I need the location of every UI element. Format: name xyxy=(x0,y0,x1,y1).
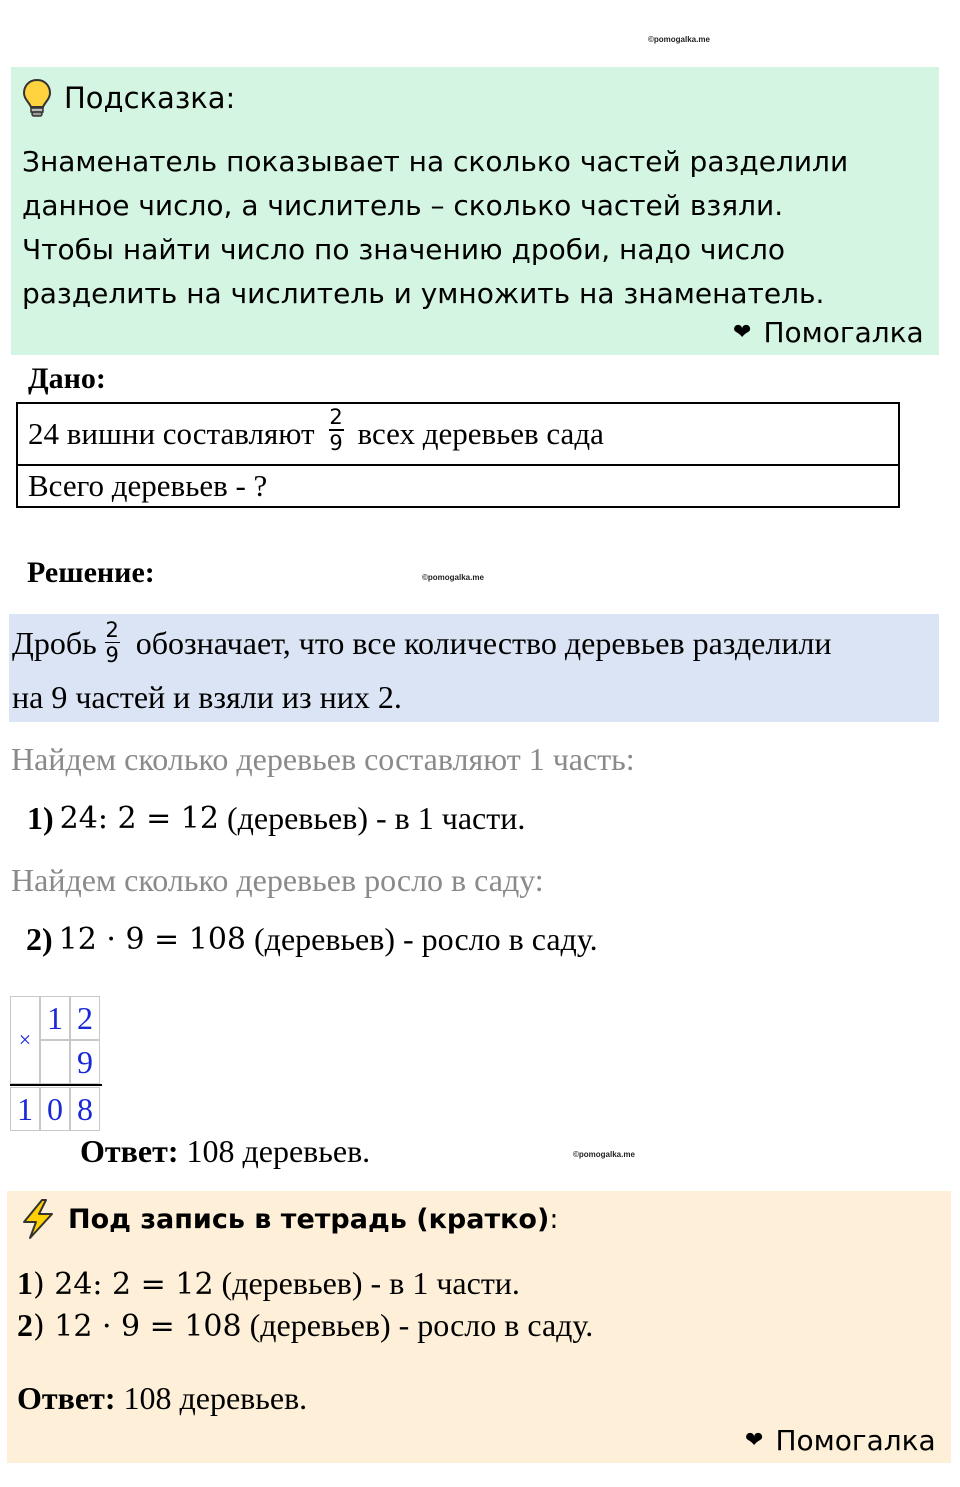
given-row1-after: всех деревьев сада xyxy=(357,416,604,451)
notebook-title xyxy=(68,1204,558,1235)
notebook-title-text: Под запись в тетрадь (кратко) xyxy=(68,1203,550,1235)
notebook-number: 1 xyxy=(17,1265,33,1301)
notebook-math: ) 12 · 9 = 108 xyxy=(33,1309,242,1344)
find-step-1: Найдем сколько деревьев составляют 1 часть: xyxy=(11,741,635,777)
fraction xyxy=(329,406,344,454)
given-row2: Всего деревьев - ? xyxy=(28,468,268,503)
solution-line: на 9 частей и взяли из них 2. xyxy=(12,679,402,716)
watermark-top: ©pomogalka.me xyxy=(648,35,710,44)
step-number: 2) xyxy=(26,921,53,957)
answer-value: 108 деревьев. xyxy=(115,1380,308,1416)
given-row xyxy=(18,464,898,506)
given-row xyxy=(18,404,898,464)
fraction-numerator: 2 xyxy=(329,405,343,430)
fraction-denominator: 9 xyxy=(329,430,343,455)
given-row1-before: 24 вишни составляют xyxy=(28,416,315,451)
answer-value: 108 деревьев. xyxy=(178,1133,371,1169)
digit-cell xyxy=(40,1040,70,1084)
digit-cell: 8 xyxy=(70,1087,100,1131)
notebook-number: 2 xyxy=(17,1307,33,1343)
brand-label: Помогалка xyxy=(763,316,924,349)
hint-line: Знаменатель показывает на сколько частей разделили xyxy=(22,145,849,178)
answer xyxy=(80,1133,370,1170)
answer-label: Ответ: xyxy=(17,1380,116,1416)
digit-cell: 1 xyxy=(10,1087,40,1131)
heart-icon: ❤ xyxy=(733,320,752,345)
notebook-text: (деревьев) - в 1 части. xyxy=(213,1265,520,1301)
solution-label: Решение: xyxy=(27,556,155,589)
step-text: (деревьев) - росло в саду. xyxy=(254,921,598,957)
hint-title: Подсказка: xyxy=(64,81,236,115)
brand-label: Помогалка xyxy=(775,1424,936,1457)
digit-cell: 9 xyxy=(70,1040,100,1084)
find-step-2: Найдем сколько деревьев росло в саду: xyxy=(11,862,544,898)
notebook-line-1 xyxy=(17,1265,520,1302)
solution-line xyxy=(12,616,937,670)
step-math: 12 · 9 = 108 xyxy=(58,922,246,957)
given-label: Дано: xyxy=(28,362,106,395)
answer-label: Ответ: xyxy=(80,1133,179,1169)
step-1 xyxy=(27,800,525,837)
step-number: 1) xyxy=(27,800,54,836)
fraction xyxy=(105,619,120,667)
solution-text xyxy=(12,616,937,724)
watermark-middle: ©pomogalka.me xyxy=(422,573,484,582)
notebook-math: ) 24: 2 = 12 xyxy=(33,1267,214,1302)
hint-header xyxy=(22,76,235,120)
hint-text xyxy=(22,140,927,316)
step-2 xyxy=(26,921,598,958)
brand-notebook xyxy=(745,1424,936,1457)
watermark-bottom: ©pomogalka.me xyxy=(573,1150,635,1159)
fraction-denominator: 9 xyxy=(105,643,119,668)
notebook-line-2 xyxy=(17,1307,593,1344)
lightbulb-icon xyxy=(22,78,52,118)
digit-cell: 0 xyxy=(40,1087,70,1131)
notebook-text: (деревьев) - росло в саду. xyxy=(241,1307,594,1343)
hint-line: данное число, а числитель – сколько частей взяли. xyxy=(22,189,784,222)
step-math: 24: 2 = 12 xyxy=(59,801,219,836)
hint-line: Чтобы найти число по значению дроби, надо число xyxy=(22,233,786,266)
solution-text-before: Дробь xyxy=(12,625,97,661)
notebook-title-colon: : xyxy=(549,1203,559,1235)
digit-cell: 2 xyxy=(70,996,100,1040)
multiply-sign: × xyxy=(10,996,40,1084)
solution-text-after: обозначает, что все количество деревьев разделили xyxy=(135,625,832,661)
notebook-header xyxy=(18,1196,558,1242)
heart-icon: ❤ xyxy=(745,1428,764,1453)
given-table xyxy=(16,402,900,508)
notebook-answer xyxy=(17,1380,307,1417)
result-line xyxy=(10,1084,102,1086)
digit-cell: 1 xyxy=(40,996,70,1040)
fraction-numerator: 2 xyxy=(105,617,119,642)
step-text: (деревьев) - в 1 части. xyxy=(226,800,526,836)
lightning-icon xyxy=(18,1198,58,1240)
hint-line: разделить на числитель и умножить на знаменатель. xyxy=(22,277,825,310)
brand-hint xyxy=(733,316,924,349)
